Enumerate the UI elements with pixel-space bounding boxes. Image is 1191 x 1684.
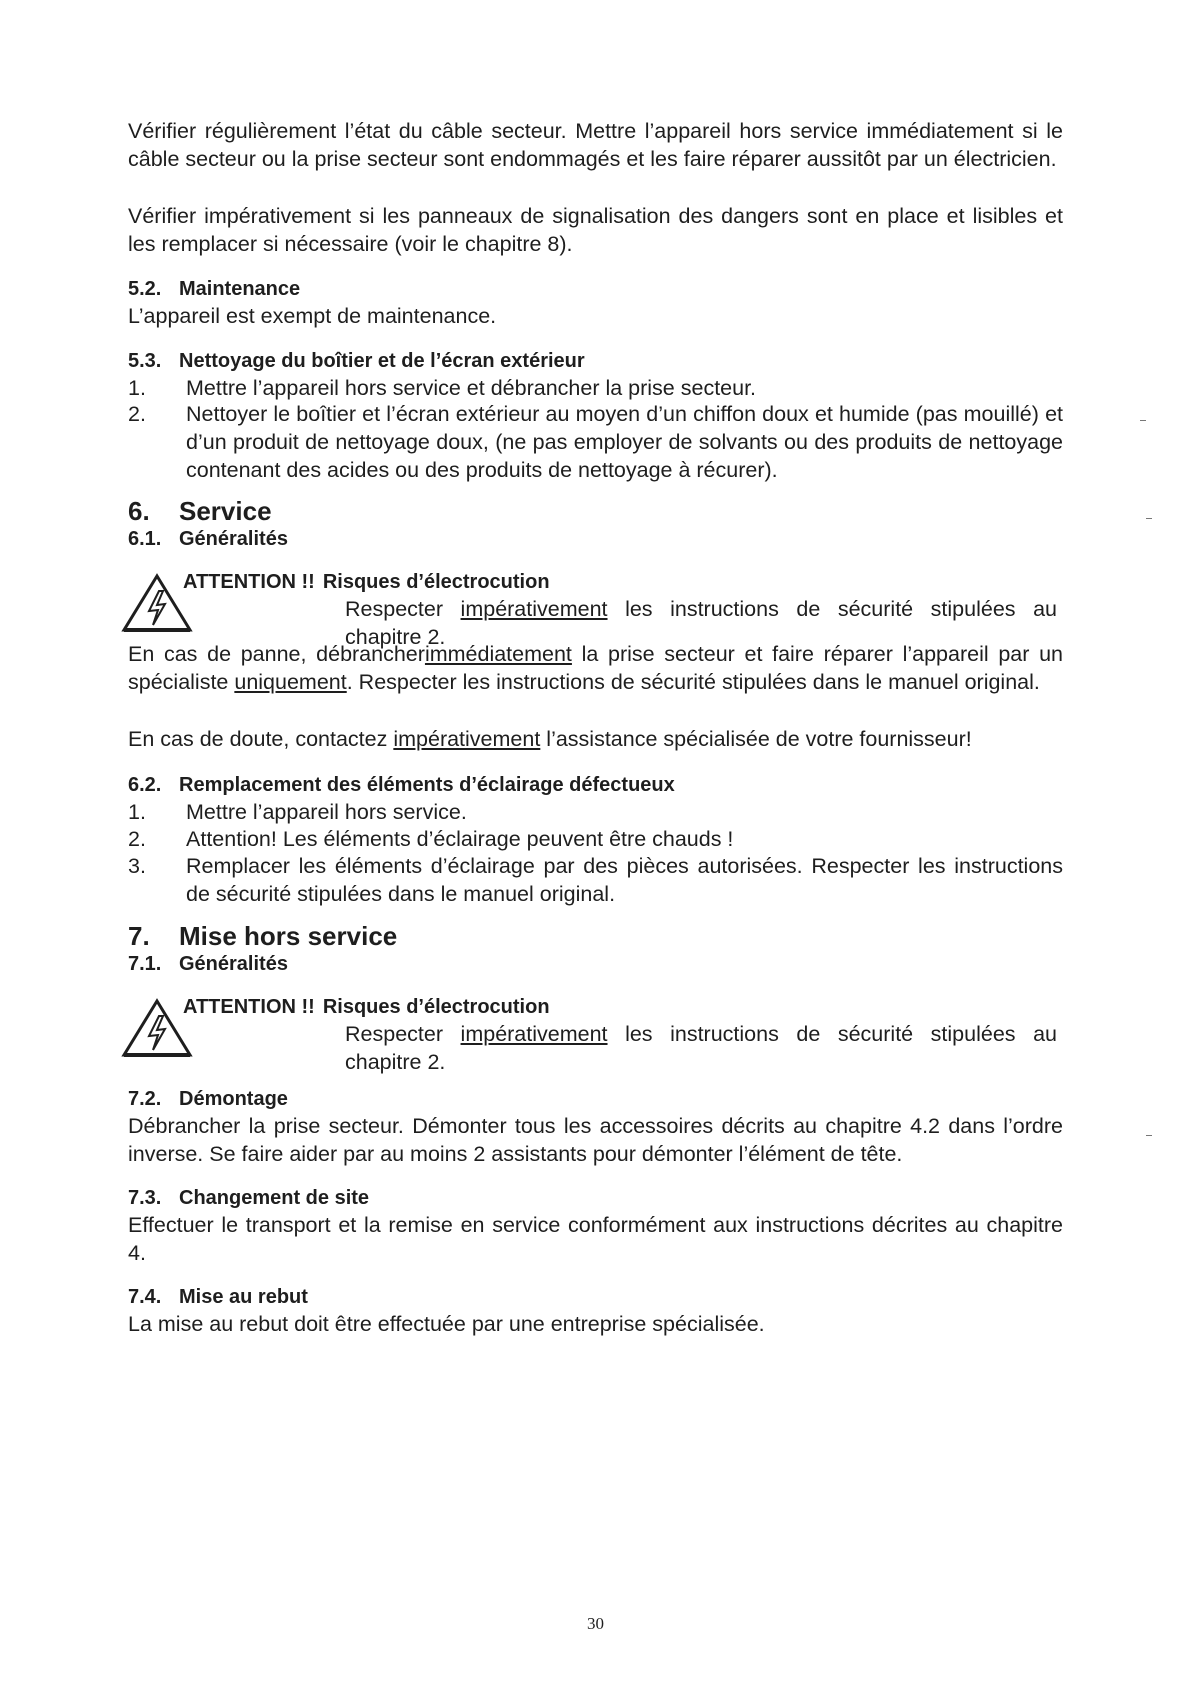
- list-text: Nettoyer le boîtier et l’écran extérieur au moyen d’un chiffon doux et humide (pas mouillé) et d’un produit de nettoyage doux, (ne pas employer de solvants ou des produits de nettoyage contenant des acides ou des produits de nettoyage à récurer).: [186, 402, 1063, 482]
- warning-title: [183, 569, 550, 595]
- heading-title: Généralités: [179, 528, 288, 550]
- list-number: 1.: [128, 800, 146, 824]
- heading-number: 7.1.: [128, 953, 162, 975]
- heading-5-3: [128, 348, 1063, 374]
- warning-body: [345, 1020, 1057, 1076]
- list-item: [128, 400, 1063, 484]
- warning-text-post: les instructions de sécurité stipulées au chapitre 2.: [345, 597, 1057, 649]
- list-number: 3.: [128, 854, 146, 878]
- heading-title: Nettoyage du boîtier et de l’écran extérieur: [179, 350, 585, 372]
- warning-text-post: les instructions de sécurité stipulées au chapitre 2.: [345, 1022, 1057, 1074]
- heading-number: 7.: [128, 921, 150, 951]
- heading-5-2: [128, 276, 1063, 302]
- doubt-paragraph: [128, 725, 1063, 753]
- heading-7: [128, 921, 1063, 951]
- list-item: [128, 798, 1063, 826]
- heading-title: Remplacement des éléments d’éclairage défectueux: [179, 774, 675, 796]
- list-number: 2.: [128, 827, 146, 851]
- heading-title: Généralités: [179, 953, 288, 975]
- list-text: Mettre l’appareil hors service.: [186, 800, 467, 824]
- list-item: [128, 825, 1063, 853]
- heading-6-1: [128, 526, 1063, 552]
- list-item: [128, 852, 1063, 908]
- heading-title: Maintenance: [179, 278, 301, 300]
- intro-paragraph-2: Vérifier impérativement si les panneaux de signalisation des dangers sont en place et lisibles et les remplacer si nécessaire (voir le chapitre 8).: [128, 204, 1063, 256]
- warning-risk: Risques d’électrocution: [322, 571, 550, 593]
- heading-7-3: [128, 1185, 1063, 1211]
- heading-6-2: [128, 772, 1063, 798]
- list-text: Mettre l’appareil hors service et débrancher la prise secteur.: [186, 376, 757, 400]
- warning-risk: Risques d’électrocution: [322, 996, 550, 1018]
- heading-title: Changement de site: [179, 1187, 370, 1209]
- text-run-underlined: immédiatement: [424, 642, 572, 666]
- heading-number: 5.2.: [128, 278, 162, 300]
- text-run-underlined: impérativement: [393, 727, 541, 751]
- page-number: 30: [587, 1614, 604, 1633]
- list-text: Remplacer les éléments d’éclairage par des pièces autorisées. Respecter les instructions de sécurité stipulées dans le manuel original.: [186, 854, 1063, 906]
- text-run: l’assistance spécialisée de votre fournisseur!: [540, 727, 972, 751]
- warning-text-emphasis: impérativement: [460, 1022, 608, 1046]
- heading-title: Démontage: [179, 1088, 288, 1110]
- heading-title: Service: [179, 496, 272, 526]
- scan-mark: [1146, 1135, 1152, 1136]
- heading-number: 7.2.: [128, 1088, 162, 1110]
- heading-number: 5.3.: [128, 350, 162, 372]
- heading-number: 7.4.: [128, 1286, 162, 1308]
- warning-label: ATTENTION !!: [183, 571, 315, 593]
- disposal-text: La mise au rebut doit être effectuée par une entreprise spécialisée.: [128, 1312, 765, 1336]
- list-item: [128, 374, 1063, 402]
- dismantling-text: Débrancher la prise secteur. Démonter tous les accessoires décrits au chapitre 4.2 dans l’ordre inverse. Se faire aider par au moins 2 assistants pour démonter l’élément de tête.: [128, 1114, 1063, 1166]
- heading-6: [128, 496, 1063, 526]
- text-run: la prise secteur et faire réparer l’appareil par un spécialiste: [128, 642, 1063, 694]
- intro-paragraph-1: Vérifier régulièrement l’état du câble secteur. Mettre l’appareil hors service immédiatement si le câble secteur ou la prise secteur sont endommagés et les faire réparer aussitôt par un électricien.: [128, 119, 1063, 171]
- heading-7-1: [128, 951, 1063, 977]
- text-run: . Respecter les instructions de sécurité stipulées dans le manuel original.: [346, 670, 1040, 694]
- list-text: Attention! Les éléments d’éclairage peuvent être chauds !: [186, 827, 734, 851]
- heading-7-2: [128, 1086, 1063, 1112]
- text-run-underlined: uniquement: [234, 670, 347, 694]
- maintenance-text: L’appareil est exempt de maintenance.: [128, 304, 497, 328]
- heading-title: Mise hors service: [179, 921, 398, 951]
- warning-block: [121, 994, 1065, 1084]
- heading-7-4: [128, 1284, 1063, 1310]
- heading-number: 7.3.: [128, 1187, 162, 1209]
- failure-paragraph: [128, 640, 1063, 696]
- scan-mark: [1140, 420, 1146, 421]
- warning-title: [183, 994, 550, 1020]
- text-run: En cas de panne, débrancher: [128, 642, 425, 666]
- warning-text-pre: Respecter: [345, 1022, 443, 1046]
- list-number: 2.: [128, 402, 146, 426]
- heading-number: 6.: [128, 496, 150, 526]
- list-number: 1.: [128, 376, 146, 400]
- heading-title: Mise au rebut: [179, 1286, 308, 1308]
- scan-mark: [1146, 518, 1152, 519]
- relocation-text: Effectuer le transport et la remise en service conformément aux instructions décrites au chapitre 4.: [128, 1213, 1063, 1265]
- warning-text-pre: Respecter: [345, 597, 443, 621]
- heading-number: 6.1.: [128, 528, 162, 550]
- heading-number: 6.2.: [128, 774, 162, 796]
- warning-text-emphasis: impérativement: [460, 597, 608, 621]
- text-run: En cas de doute, contactez: [128, 727, 394, 751]
- warning-label: ATTENTION !!: [183, 996, 315, 1018]
